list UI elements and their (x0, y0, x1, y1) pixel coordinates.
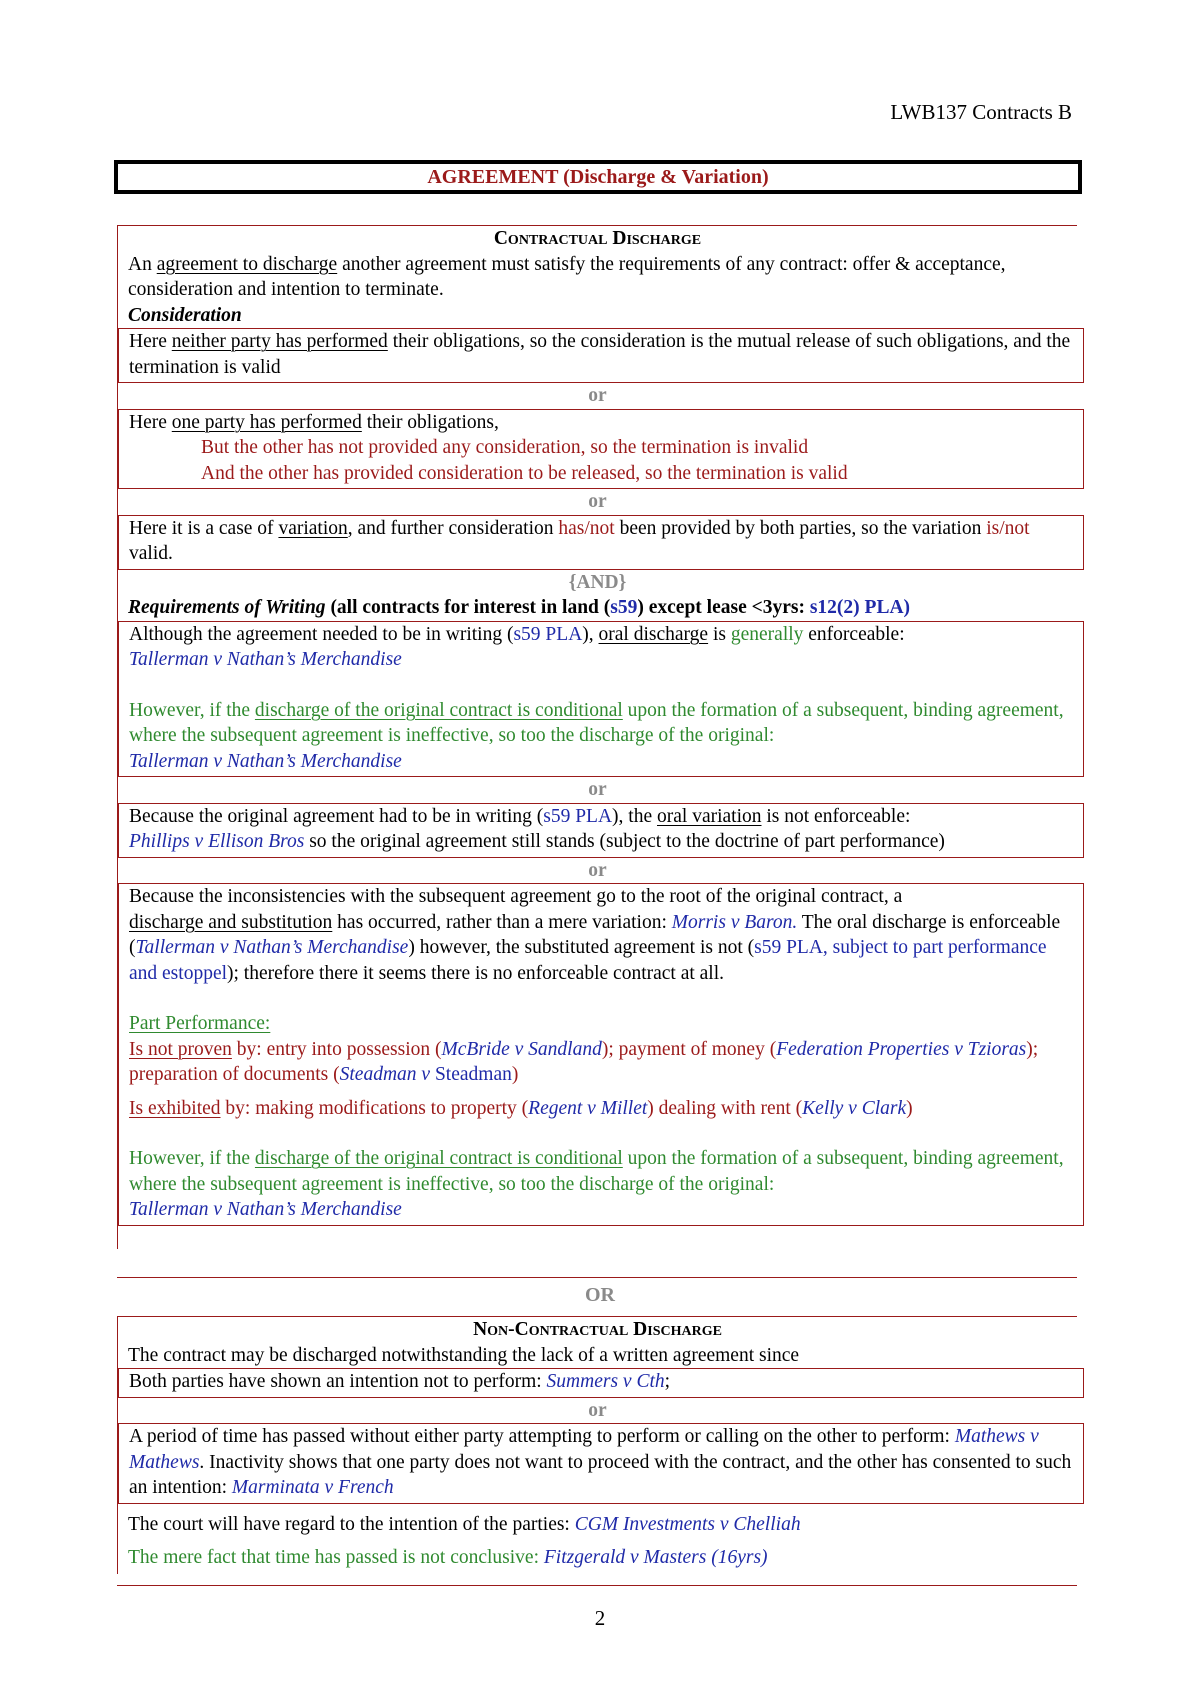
contractual-intro: An agreement to discharge another agreement must satisfy the requirements of any contract: offer & acceptance, consideration and intention to terminate. (128, 253, 1006, 300)
or-connector: or (588, 859, 607, 881)
option-2-valid: And the other has provided consideration to be released, so the termination is valid (201, 462, 848, 484)
page-number: 2 (594, 1606, 606, 1630)
consideration-heading: Consideration (128, 304, 242, 326)
non-contractual-discharge-section (117, 1316, 1077, 1574)
case-citation: CGM Investments v Chelliah (574, 1513, 801, 1535)
time-note: The mere fact that time has passed is not conclusive: Fitzgerald v Masters (16yrs) (128, 1547, 768, 1568)
contractual-discharge-section (117, 225, 1077, 1249)
section-divider (117, 1277, 1077, 1278)
course-header: LWB137 Contracts B (890, 100, 1072, 124)
case-citation: Mathews v Mathews (129, 1426, 1039, 1473)
consideration-option-2: Here one party has performed their obligations, But the other has not provided any consideration, so the termination is invalid And the other has provided consideration to be released, so the termination is valid (118, 409, 1084, 490)
consideration-option-1: Here neither party has performed their obligations, so the consideration is the mutual release of such obligations, and the termination is valid (118, 328, 1084, 383)
intention-note: The court will have regard to the intention of the parties: CGM Investments v Chelliah (128, 1513, 801, 1535)
writing-option-3: Because the inconsistencies with the subsequent agreement go to the root of the original contract, a discharge and substitution has occurred, rather than a mere variation: Morris v Baron. The oral discharge is enforceable (Tallerman v Nathan’s Merchandise) however, the substituted agreement is not (s59 PLA, subject to part performance and estoppel); therefore there it seems there is no enforceable contract at all. Part Performance: Is not proven by: entry into possession (McBride v Sandland); payment of money (Federation Properties v Tzioras); preparation of documents (Steadman v Steadman) Is exhibited by: making modifications to property (Regent v Millet) dealing with rent (Kelly v Clark) However, if the discharge of the original contract is conditional upon the formation of a subsequent, binding agreement, where the subsequent agreement is ineffective, so too the discharge of the original: Tallerman v Nathan’s Merchandise (118, 883, 1084, 1226)
case-citation: Marminata v French (231, 1477, 394, 1498)
non-contractual-option-2: A period of time has passed without either party attempting to perform or calling on the other to perform: Mathews v Mathews. Inactivity shows that one party does not want to proceed with the contract, and the other has consented to such an intention: Marminata v French (118, 1423, 1084, 1504)
consideration-option-3: Here it is a case of variation, and further consideration has/not been provided by both parties, so the variation is/not valid. (118, 515, 1084, 570)
contractual-discharge-heading: Contractual Discharge (493, 228, 702, 249)
writing-option-1: Although the agreement needed to be in writing (s59 PLA), oral discharge is generally enforceable: Tallerman v Nathan’s Merchandise However, if the discharge of the original contract is conditional upon the formation of a subsequent, binding agreement, where the subsequent agreement is ineffective, so too the discharge of the original: Tallerman v Nathan’s Merchandise (118, 621, 1084, 778)
option-2-invalid: But the other has not provided any consideration, so the termination is invalid (201, 437, 809, 458)
case-citation: Tallerman v Nathan’s Merchandise (129, 750, 402, 772)
case-citation: Phillips v Ellison Bros (129, 831, 305, 852)
case-citation: Fitzgerald v Masters (16yrs) (543, 1547, 768, 1568)
page-title: AGREEMENT (Discharge & Variation) (114, 160, 1082, 194)
or-connector: or (588, 385, 607, 406)
or-big-connector: OR (585, 1284, 615, 1306)
or-connector: or (588, 779, 607, 800)
case-citation: Tallerman v Nathan’s Merchandise (129, 1199, 402, 1220)
non-contractual-option-1: Both parties have shown an intention not to perform: Summers v Cth; (118, 1368, 1084, 1398)
case-citation: Tallerman v Nathan’s Merchandise (129, 649, 402, 670)
or-connector: or (588, 491, 607, 512)
case-citation: Summers v Cth (546, 1371, 665, 1392)
case-citation: Tallerman v Nathan’s Merchandise (135, 937, 409, 958)
non-contractual-discharge-heading: Non-Contractual Discharge (473, 1319, 722, 1340)
writing-option-2: Because the original agreement had to be in writing (s59 PLA), the oral variation is not enforceable: Phillips v Ellison Bros so the original agreement still stands (subject to the doctrine of part performance) (118, 803, 1084, 858)
part-performance-heading: Part Performance: (129, 1013, 271, 1034)
case-citation: Morris v Baron. (671, 911, 798, 933)
or-connector: or (588, 1399, 607, 1421)
non-contractual-intro: The contract may be discharged notwithstanding the lack of a written agreement since (128, 1344, 800, 1366)
section-divider (117, 1585, 1077, 1586)
and-connector: {AND} (568, 571, 627, 593)
writing-heading: Requirements of Writing (all contracts for interest in land (s59) except lease <3yrs: s12(2) PLA) (128, 597, 911, 618)
